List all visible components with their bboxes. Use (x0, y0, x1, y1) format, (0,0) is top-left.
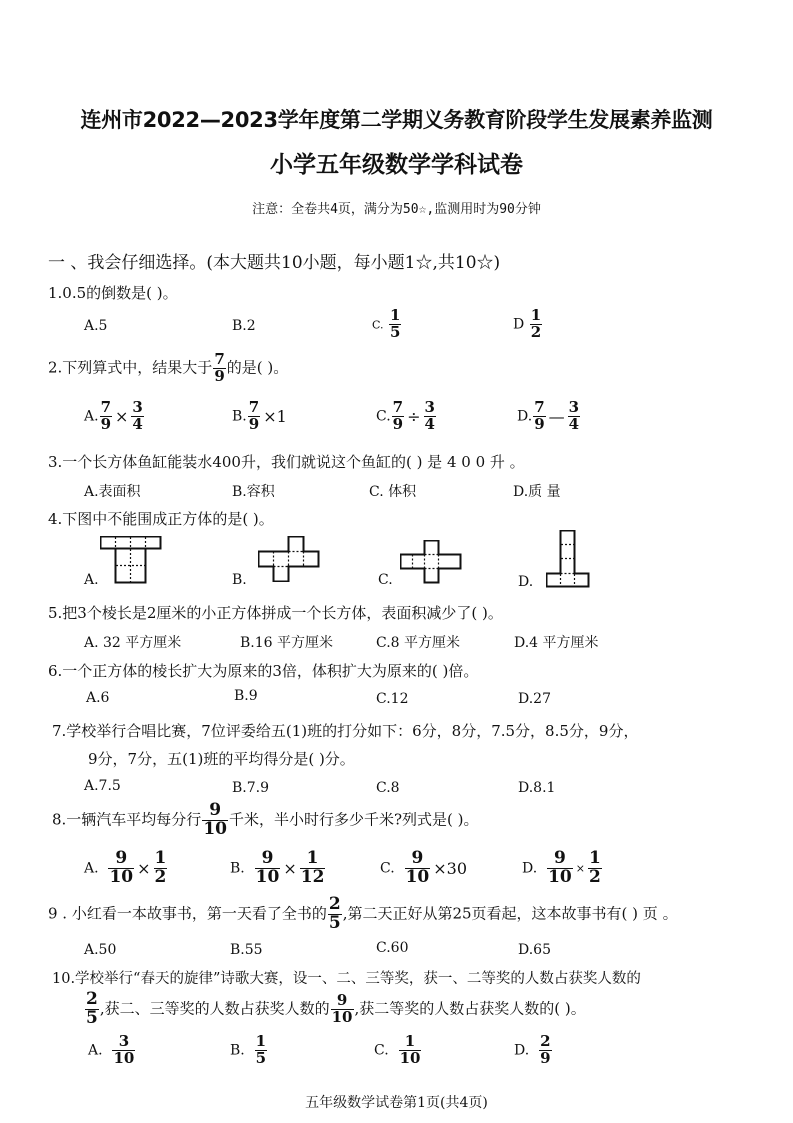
question-6-stem: 6.一个正方体的棱长扩大为原来的3倍，体积扩大为原来的( )倍。 (48, 662, 479, 680)
fraction (131, 400, 143, 433)
question-1-option-d[interactable] (513, 308, 543, 341)
fraction (392, 400, 404, 433)
option-label: A. (84, 408, 99, 425)
fraction (108, 850, 134, 887)
fraction (154, 850, 168, 887)
stem-text: 9 . 小红看一本故事书，第一天看了全书的 (48, 904, 327, 923)
denominator: 5 (389, 322, 401, 341)
question-1-option-b[interactable]: B.2 (232, 318, 256, 334)
stem-text: 千米，半小时行多少千米?列式是( )。 (228, 810, 479, 829)
option-label: D (513, 316, 525, 333)
question-9-stem (48, 896, 678, 933)
numerator: 3 (118, 1032, 130, 1050)
fraction (202, 802, 228, 839)
question-7-option-c[interactable]: C.8 (376, 780, 400, 796)
option-label: B. (230, 860, 245, 877)
exam-title-line1: 连州市2022—2023学年度第二学期义务教育阶段学生发展素养监测 (80, 108, 713, 132)
stem-text: 2.下列算式中，结果大于 (48, 358, 213, 377)
question-9-option-c[interactable]: C.60 (376, 940, 409, 956)
question-3-option-a[interactable]: A.表面积 (84, 484, 141, 500)
fraction (405, 850, 431, 887)
numerator: 3 (424, 398, 435, 416)
question-2-option-c[interactable] (376, 400, 437, 433)
fraction (533, 400, 545, 433)
cube-net-d[interactable] (546, 530, 590, 588)
exam-notice: 注意：全卷共4页，满分为50☆,监测用时为90分钟 (252, 202, 541, 217)
question-9-option-d[interactable]: D.65 (518, 942, 551, 958)
cube-net-a[interactable] (100, 536, 162, 584)
numerator: 3 (132, 398, 143, 416)
question-10-option-d[interactable] (514, 1034, 553, 1067)
fraction (100, 400, 112, 433)
numerator: 2 (540, 1032, 551, 1050)
numerator: 3 (568, 398, 580, 416)
numerator: 7 (392, 398, 404, 416)
denominator: 9 (248, 414, 260, 433)
numerator: 9 (115, 848, 128, 868)
exam-title-line2: 小学五年级数学学科试卷 (270, 152, 523, 178)
operator: ×30 (433, 858, 468, 878)
question-2-option-d[interactable] (517, 400, 581, 433)
denominator: 9 (100, 414, 111, 433)
option-label: D. (517, 408, 533, 425)
question-7-stem-line2: 9分，7分，五(1)班的平均得分是( )分。 (88, 750, 355, 768)
fraction (255, 1034, 267, 1067)
numerator: 7 (248, 398, 260, 416)
fraction (213, 352, 225, 385)
question-2-option-a[interactable] (84, 400, 145, 433)
question-10-option-c[interactable] (374, 1034, 422, 1067)
question-8-option-b[interactable] (230, 850, 326, 887)
cube-net-c[interactable] (400, 540, 462, 584)
option-label: C. (380, 860, 395, 877)
numerator: 9 (336, 991, 348, 1010)
denominator: 4 (568, 414, 580, 433)
fraction (530, 308, 542, 341)
stem-text: 8.一辆汽车平均每分行 (52, 810, 202, 829)
operator: ×1 (263, 406, 287, 426)
denominator: 4 (132, 414, 143, 433)
numerator: 1 (404, 1032, 416, 1050)
question-10-stem-line1: 10.学校举行“春天的旋律”诗歌大赛，设一、二、三等奖，获一、二等奖的人数占获奖人数的 (52, 971, 641, 987)
denominator: 10 (255, 866, 280, 887)
option-label: A. (88, 1042, 103, 1059)
question-9-option-a[interactable]: A.50 (84, 942, 117, 958)
question-4-option-a[interactable]: A. (84, 572, 99, 588)
option-label: D. (514, 1042, 530, 1059)
denominator: 5 (328, 912, 341, 933)
numerator: 9 (411, 848, 424, 868)
fraction (399, 1034, 422, 1067)
numerator: 9 (209, 800, 222, 820)
numerator: 9 (554, 848, 566, 868)
question-3-stem: 3.一个长方体鱼缸能装水400升，我们就说这个鱼缸的( ) 是 4 0 0 升 。 (48, 453, 525, 471)
question-8-option-d[interactable] (522, 850, 603, 887)
fraction (85, 991, 99, 1028)
question-6-option-b[interactable]: B.9 (234, 688, 258, 704)
denominator: 9 (392, 414, 404, 433)
denominator: 10 (399, 1048, 421, 1067)
numerator: 9 (261, 848, 274, 868)
fraction (547, 850, 573, 887)
fraction (300, 850, 326, 887)
question-3-option-c[interactable]: C. 体积 (369, 484, 417, 500)
option-label: C. (376, 408, 391, 425)
denominator: 2 (154, 866, 167, 887)
numerator: 2 (86, 989, 98, 1009)
question-10-stem-line2 (84, 991, 586, 1028)
question-10-option-b[interactable] (230, 1034, 268, 1067)
numerator: 1 (154, 848, 167, 868)
question-3-option-b[interactable]: B.容积 (232, 484, 275, 500)
denominator: 12 (300, 866, 325, 887)
question-7-option-a[interactable]: A.7.5 (84, 778, 121, 794)
denominator: 10 (113, 1048, 135, 1067)
stem-text: ,获二等奖的人数占获奖人数的( )。 (354, 999, 586, 1018)
fraction (255, 850, 281, 887)
fraction (331, 993, 354, 1026)
fraction (328, 896, 342, 933)
operator: × (115, 406, 129, 426)
question-1-option-a[interactable]: A.5 (84, 318, 108, 334)
option-label: B. (232, 408, 247, 425)
numerator: 1 (588, 848, 601, 868)
denominator: 10 (109, 866, 134, 887)
option-label: C. (374, 1042, 389, 1059)
fraction (389, 308, 401, 341)
question-5-option-d[interactable]: D.4 平方厘米 (514, 635, 599, 651)
question-7-option-d[interactable]: D.8.1 (518, 780, 556, 796)
question-4-option-b[interactable]: B. (232, 572, 247, 588)
question-4-option-d[interactable]: D. (518, 574, 534, 590)
numerator: 2 (328, 894, 341, 914)
fraction (248, 400, 260, 433)
option-label: B. (230, 1042, 245, 1059)
denominator: 4 (424, 414, 435, 433)
operator: × (283, 858, 297, 878)
fraction (588, 850, 602, 887)
denominator: 5 (255, 1048, 267, 1067)
denominator: 2 (588, 866, 601, 887)
question-6-option-d[interactable]: D.27 (518, 691, 551, 707)
denominator: 9 (540, 1048, 551, 1067)
question-10-option-a[interactable] (88, 1034, 136, 1067)
denominator: 9 (534, 414, 545, 433)
question-8-stem (52, 802, 479, 839)
question-1-option-c[interactable] (372, 308, 402, 341)
page-footer: 五年级数学试卷第1页(共4页) (305, 1095, 488, 1111)
numerator: 1 (389, 306, 401, 324)
numerator: 1 (530, 306, 542, 324)
option-label: C. (372, 318, 384, 332)
stem-text: ,获二、三等奖的人数占获奖人数的 (99, 999, 330, 1018)
denominator: 9 (214, 366, 225, 385)
question-7-option-b[interactable]: B.7.9 (232, 780, 270, 796)
question-2-stem (48, 352, 288, 385)
operator: × (575, 861, 585, 875)
question-9-option-b[interactable]: B.55 (230, 942, 263, 958)
operator: ÷ (407, 406, 421, 426)
numerator: 1 (306, 848, 319, 868)
question-1-stem: 1.0.5的倒数是( )。 (48, 284, 178, 302)
numerator: 7 (100, 398, 111, 416)
numerator: 7 (534, 398, 545, 416)
denominator: 5 (86, 1007, 98, 1028)
denominator: 10 (548, 866, 572, 887)
question-5-option-a[interactable]: A. 32 平方厘米 (84, 635, 182, 651)
denominator: 10 (331, 1007, 353, 1026)
question-6-option-c[interactable]: C.12 (376, 691, 409, 707)
stem-text: ,第二天正好从第25页看起，这本故事书有( ) 页 。 (342, 904, 678, 923)
numerator: 7 (214, 350, 225, 368)
operator: × (137, 858, 151, 878)
stem-text: 的是( )。 (226, 358, 289, 377)
question-7-stem-line1: 7.学校举行合唱比赛，7位评委给五(1)班的打分如下：6分，8分，7.5分，8.5分，9分， (52, 722, 639, 740)
question-6-option-a[interactable]: A.6 (86, 690, 110, 706)
question-5-option-c[interactable]: C.8 平方厘米 (376, 635, 461, 651)
question-2-option-b[interactable] (232, 400, 289, 433)
question-5-stem: 5.把3个棱长是2厘米的小正方体拼成一个长方体，表面积减少了( )。 (48, 604, 503, 622)
option-label: D. (522, 860, 538, 877)
option-label: A. (84, 860, 99, 877)
fraction (568, 400, 580, 433)
fraction (112, 1034, 135, 1067)
denominator: 2 (530, 322, 542, 341)
question-3-option-d[interactable]: D.质 量 (513, 484, 561, 500)
fraction (539, 1034, 551, 1067)
numerator: 1 (255, 1032, 267, 1050)
question-4-stem: 4.下图中不能围成正方体的是( )。 (48, 510, 274, 528)
question-5-option-b[interactable]: B.16 平方厘米 (240, 635, 334, 651)
fraction (424, 400, 436, 433)
question-8-option-a[interactable] (84, 850, 168, 887)
cube-net-b[interactable] (258, 536, 320, 582)
operator: — (548, 406, 565, 426)
question-4-option-c[interactable]: C. (378, 572, 393, 588)
section-heading: 一 、我会仔细选择。(本大题共10小题，每小题1☆,共10☆) (48, 253, 501, 273)
denominator: 10 (203, 818, 227, 839)
denominator: 10 (405, 866, 430, 887)
question-8-option-c[interactable] (380, 850, 469, 887)
